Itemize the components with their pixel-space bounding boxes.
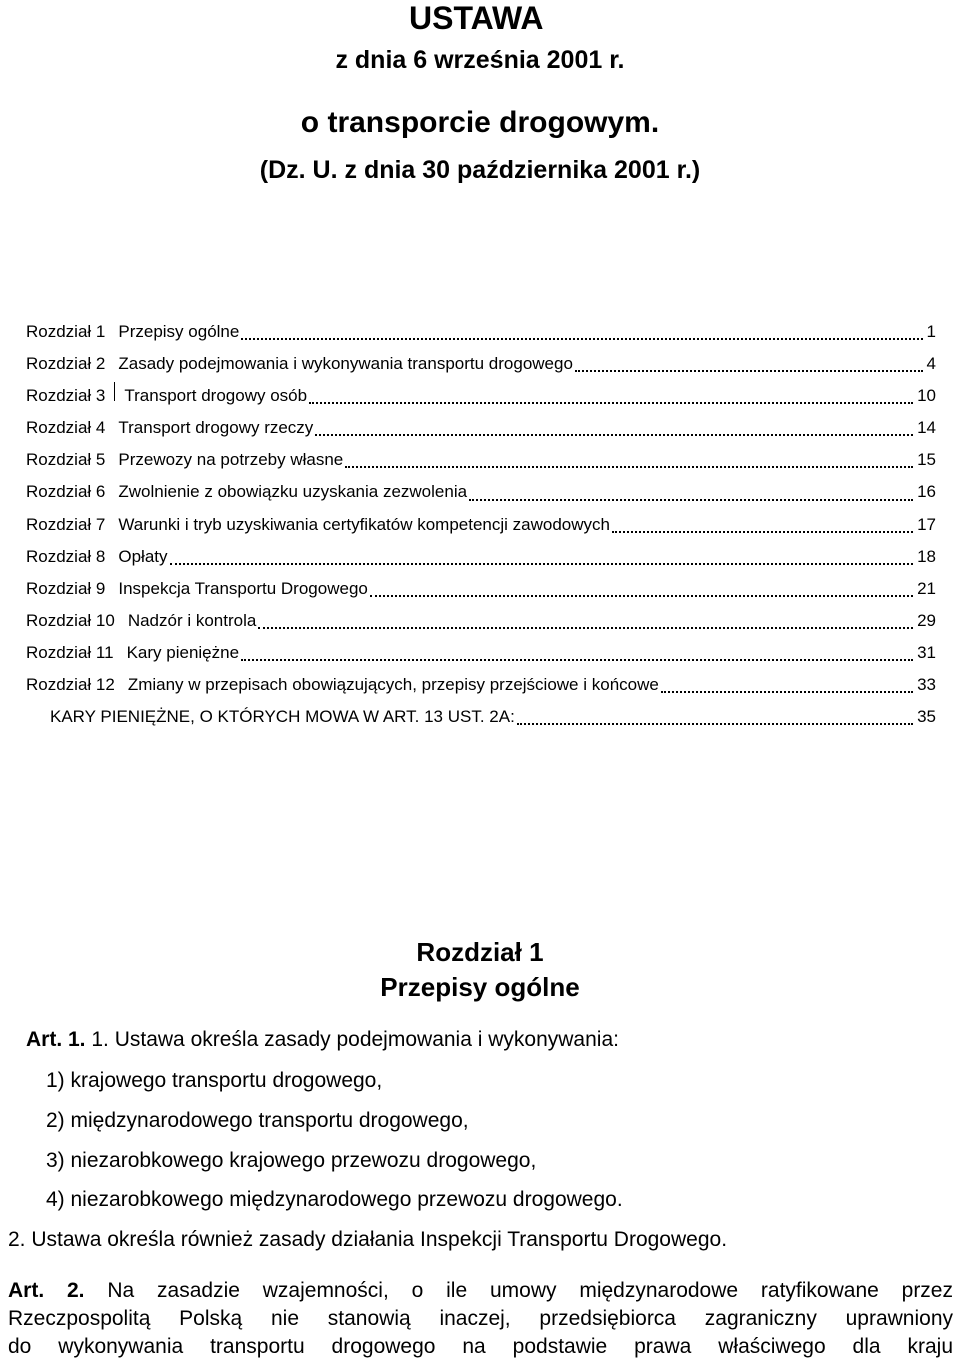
toc-entry[interactable]: [26, 541, 936, 573]
art2-line-2: Rzeczpospolitą Polską nie stanowią inaczej, przedsiębiorca zagraniczny uprawniony: [8, 1307, 953, 1330]
toc-page-number: 17: [917, 514, 936, 534]
toc-chapter-title: Zwolnienie z obowiązku uzyskania zezwolenia: [118, 482, 468, 502]
toc-page-number: 4: [926, 354, 936, 374]
toc-chapter-title: Opłaty: [118, 546, 168, 566]
toc-chapter-title: Inspekcja Transportu Drogowego: [118, 578, 368, 598]
toc-entry[interactable]: [26, 669, 936, 701]
toc-chapter-number: Rozdział 1: [26, 322, 106, 341]
chapter-title: Przepisy ogólne: [380, 972, 580, 1002]
act-title: USTAWA: [409, 0, 544, 36]
toc-entry[interactable]: [26, 476, 936, 508]
toc-page-number: 29: [917, 610, 936, 630]
toc-chapter-title: Zmiany w przepisach obowiązujących, przepisy przejściowe i końcowe: [127, 675, 659, 695]
toc-chapter-title: Transport drogowy rzeczy: [118, 418, 314, 438]
act-subject: o transporcie drogowym.: [300, 106, 660, 139]
toc-page-number: 31: [917, 642, 936, 662]
toc-dot-leader: [575, 369, 923, 372]
toc-entry[interactable]: [26, 605, 936, 637]
art1-item-1: 1) krajowego transportu drogowego,: [46, 1069, 383, 1092]
toc-chapter-number: Rozdział 8: [26, 546, 106, 566]
art1-item-3: 3) niezarobkowego krajowego przewozu drogowego,: [46, 1149, 537, 1172]
toc-entry[interactable]: [26, 316, 936, 348]
toc-entry[interactable]: [26, 412, 936, 444]
toc-entry[interactable]: [26, 348, 936, 380]
toc-chapter-title: Transport drogowy osób: [124, 386, 308, 406]
toc-dot-leader: [612, 530, 913, 533]
toc-chapter-number: Rozdział 12: [26, 675, 115, 695]
toc-dot-leader: [517, 722, 913, 725]
toc-chapter-number: Rozdział 3: [26, 386, 106, 406]
toc-dot-leader: [370, 594, 913, 597]
toc-chapter-number: Rozdział 2: [26, 354, 106, 374]
toc-dot-leader: [170, 562, 914, 565]
toc-page-number: 14: [917, 418, 936, 438]
toc-separator: [114, 382, 115, 401]
chapter-number: Rozdział 1: [416, 937, 544, 967]
toc-chapter-title: Kary pieniężne: [126, 642, 240, 662]
toc-chapter-title: Przepisy ogólne: [118, 322, 240, 341]
toc-chapter-title: Nadzór i kontrola: [127, 610, 257, 630]
art1-label: Art. 1.: [26, 1028, 86, 1051]
toc-page-number: 15: [917, 450, 936, 470]
toc-entry[interactable]: [26, 573, 936, 605]
table-of-contents: [26, 316, 936, 733]
toc-chapter-title: KARY PIENIĘŻNE, O KTÓRYCH MOWA W ART. 13 UST. 2A:: [50, 707, 515, 727]
toc-entry[interactable]: [26, 444, 936, 476]
toc-entry[interactable]: [26, 380, 936, 412]
toc-page-number: 1: [926, 322, 936, 341]
toc-chapter-number: Rozdział 10: [26, 610, 115, 630]
toc-dot-leader: [661, 690, 913, 693]
toc-page-number: 33: [917, 675, 936, 695]
toc-dot-leader: [315, 433, 913, 436]
act-publication: (Dz. U. z dnia 30 października 2001 r.): [259, 156, 701, 184]
art2-text-1: Na zasadzie wzajemności, o ile umowy międzynarodowe ratyfikowane przez: [107, 1279, 953, 1302]
toc-dot-leader: [469, 498, 913, 501]
toc-entry[interactable]: [26, 637, 936, 669]
art2-label: Art. 2.: [8, 1279, 85, 1302]
toc-entry[interactable]: [26, 701, 936, 733]
toc-chapter-title: Przewozy na potrzeby własne: [118, 450, 344, 470]
toc-chapter-title: Zasady podejmowania i wykonywania transportu drogowego: [118, 354, 573, 374]
toc-chapter-number: Rozdział 6: [26, 482, 106, 502]
toc-chapter-number: Rozdział 9: [26, 578, 106, 598]
toc-chapter-number: Rozdział 11: [26, 642, 114, 662]
toc-dot-leader: [309, 401, 913, 404]
toc-page-number: 21: [917, 578, 936, 598]
art1-intro-line: [26, 1026, 956, 1054]
toc-chapter-number: Rozdział 4: [26, 418, 106, 438]
toc-page-number: 10: [917, 386, 936, 406]
art1-intro: 1. Ustawa określa zasady podejmowania i wykonywania:: [91, 1028, 619, 1051]
toc-page-number: 16: [917, 482, 936, 502]
art2-line-3: do wykonywania transportu drogowego na podstawie prawa właściwego dla kraju: [8, 1335, 953, 1358]
toc-entry[interactable]: [26, 509, 936, 541]
toc-page-number: 35: [917, 707, 936, 727]
toc-chapter-number: Rozdział 5: [26, 450, 106, 470]
toc-page-number: 18: [917, 546, 936, 566]
toc-chapter-title: Warunki i tryb uzyskiwania certyfikatów kompetencji zawodowych: [118, 514, 610, 534]
act-date: z dnia 6 września 2001 r.: [335, 46, 625, 74]
toc-dot-leader: [345, 465, 913, 468]
art1-para-2: 2. Ustawa określa również zasady działania Inspekcji Transportu Drogowego.: [8, 1228, 728, 1251]
art2-line-1: [8, 1277, 953, 1305]
toc-dot-leader: [241, 658, 913, 661]
art1-item-2: 2) międzynarodowego transportu drogowego,: [46, 1109, 469, 1132]
toc-chapter-number: Rozdział 7: [26, 514, 106, 534]
art1-item-4: 4) niezarobkowego międzynarodowego przewozu drogowego.: [46, 1188, 623, 1211]
toc-dot-leader: [258, 626, 913, 629]
toc-dot-leader: [241, 337, 922, 340]
